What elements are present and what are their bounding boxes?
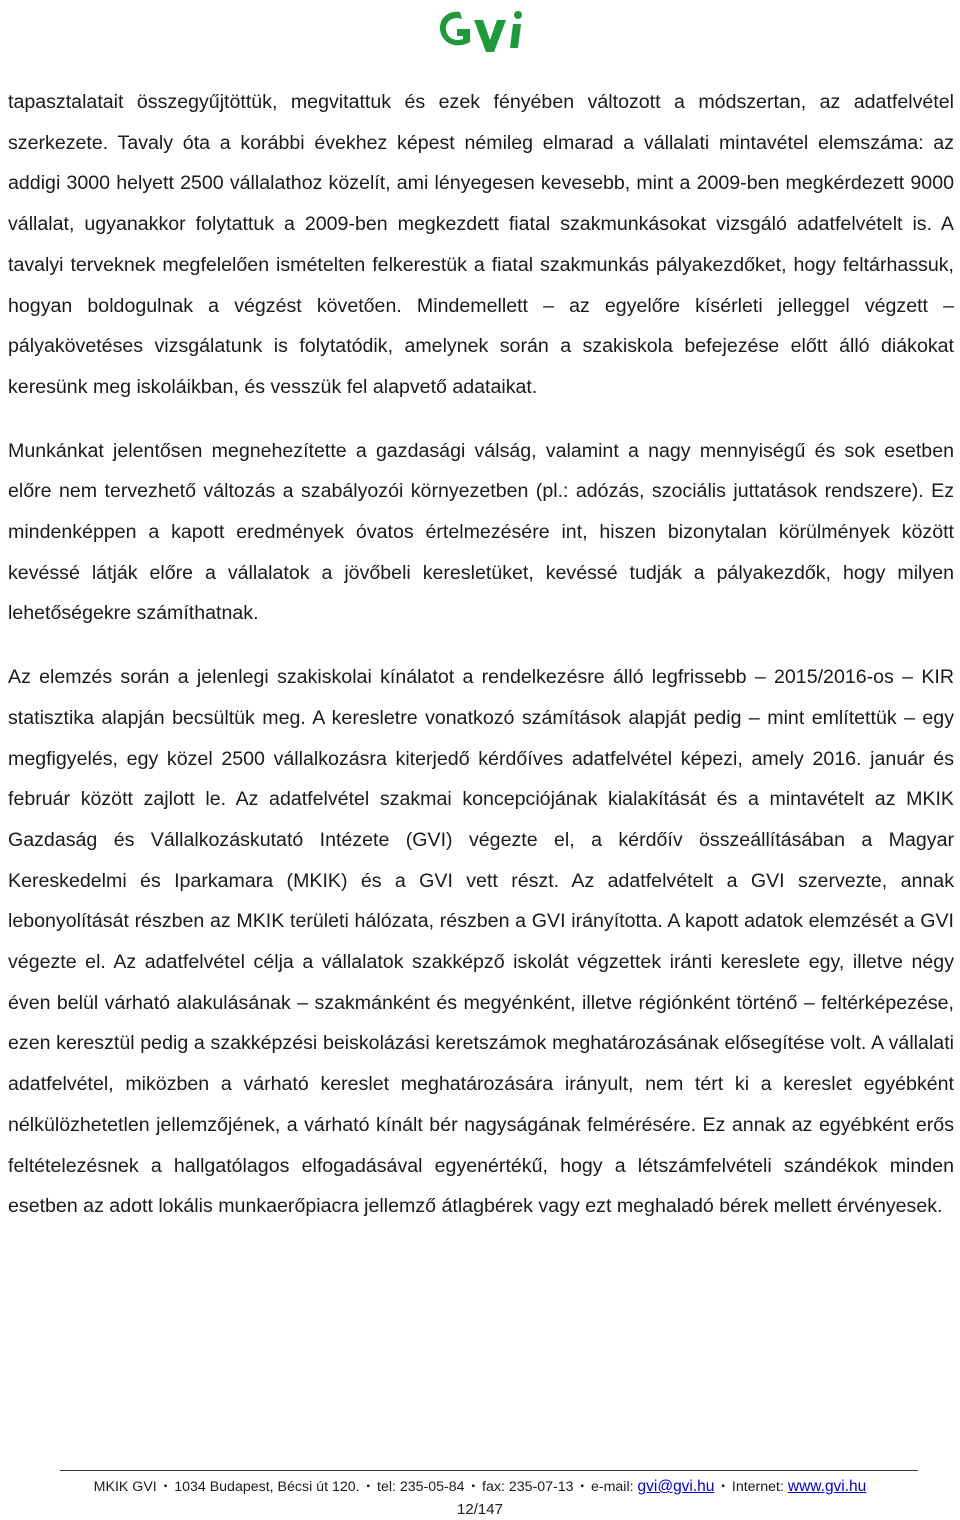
footer-address: 1034 Budapest, Bécsi út 120. bbox=[174, 1479, 360, 1495]
footer-email-label: e-mail: bbox=[590, 1479, 634, 1495]
footer-tel: tel: 235-05-84 bbox=[377, 1479, 465, 1495]
footer-contact bbox=[0, 1478, 960, 1496]
footer-org: MKIK GVI bbox=[93, 1479, 157, 1495]
footer-divider bbox=[60, 1470, 918, 1471]
paragraph-2: Munkánkat jelentősen megnehezítette a gazdasági válság, valamint a nagy mennyiségű és sok esetben előre nem tervezhető változás a szabályozói környezetben (pl.: adózás, szociális juttatások rendszere). Ez mindenképpen a kapott eredmények óvatos értelmezésére int, hiszen bizonytalan körülmények között kevéssé látják előre a vállalatok a jövőbeli keresletüket, kevéssé tudják a pályakezdők, hogy milyen lehetőségekre számíthatnak. bbox=[8, 439, 954, 625]
footer-fax: fax: 235-07-13 bbox=[482, 1479, 574, 1495]
footer-separator: ▪ bbox=[366, 1481, 371, 1492]
gvi-logo bbox=[430, 2, 530, 58]
logo-i-stem bbox=[510, 24, 521, 48]
footer-internet-label: Internet: bbox=[731, 1479, 784, 1495]
logo-g-shape bbox=[440, 12, 470, 46]
paragraph-1: tapasztalatait összegyűjtöttük, megvitattuk és ezek fényében változott a módszertan, az adatfelvétel szerkezete. Tavaly óta a korábbi évekhez képest némileg elmarad a vállalati mintavétel elemszáma: az addigi 3000 helyett 2500 vállalathoz közelít, ami lényegesen kevesebb, mint a 2009-ben megkérdezett 9000 vállalat, ugyanakkor folytattuk a 2009-ben megkezdett fiatal szakmunkásokat vizsgáló adatfelvételt is. A tavalyi terveknek megfelelően ismételten felkerestük a fiatal szakmunkás pályakezdőket, hogy feltárhassuk, hogyan boldogulnak a végzést követően. Mindemellett – az egyelőre kísérleti jelleggel végzett – pályakövetéses vizsgálatunk is folytatódik, amelynek során a szakiskola befejezése előtt álló diákokat keresünk meg iskoláikban, és vesszük fel alapvető adataikat. bbox=[8, 91, 954, 398]
footer-website-link[interactable]: www.gvi.hu bbox=[787, 1478, 867, 1495]
paragraph-3: Az elemzés során a jelenlegi szakiskolai kínálatot a rendelkezésre álló legfrissebb – 2015/2016-os – KIR statisztika alapján becsültük meg. A keresletre vonatkozó számítások alapját pedig – mint említettük – egy megfigyelés, egy közel 2500 vállalkozásra kiterjedő kérdőíves adatfelvétel képezi, amely 2016. január és február között zajlott le. Az adatfelvétel szakmai koncepciójának kialakítását és a mintavételt az MKIK Gazdaság és Vállalkozáskutató Intézete (GVI) végezte el, a kérdőív összeállításában a Magyar Kereskedelmi és Iparkamara (MKIK) és a GVI vett részt. Az adatfelvételt a GVI szervezte, annak lebonyolítását részben az MKIK területi hálózata, részben a GVI irányította. A kapott adatok elemzését a GVI végezte el. Az adatfelvétel célja a vállalatok szakképző iskolát végzettek iránti kereslete egy, illetve négy éven belül várható alakulásának – szakmánként és megyénként, illetve régiónként történő – feltérképezése, ezen keresztül pedig a szakképzési beiskolázási keretszámok meghatározásának elősegítése volt. A vállalati adatfelvétel, miközben a várható kereslet meghatározására irányult, nem tért ki a kereslet egyébként nélkülözhetetlen jellemzőjének, a várható kínált bér nagyságának felmérésére. Ez annak az egyébként erős feltételezésnek a hallgatólagos elfogadásával egyenértékű, hogy a létszámfelvételi szándékok minden esetben az adott lokális munkaerőpiacra jellemző átlagbérek vagy ezt meghaladó bérek mellett érvényesek. bbox=[8, 666, 954, 1218]
logo-v-shape bbox=[474, 20, 506, 52]
footer-separator: ▪ bbox=[580, 1481, 585, 1492]
page-number: 12/147 bbox=[457, 1501, 503, 1518]
footer-separator: ▪ bbox=[721, 1481, 725, 1492]
logo-i-dot bbox=[514, 11, 522, 19]
document-body bbox=[8, 82, 954, 1227]
footer-separator: ▪ bbox=[471, 1481, 476, 1492]
footer-separator: ▪ bbox=[163, 1481, 168, 1492]
footer-email-link[interactable]: gvi@gvi.hu bbox=[637, 1478, 715, 1495]
